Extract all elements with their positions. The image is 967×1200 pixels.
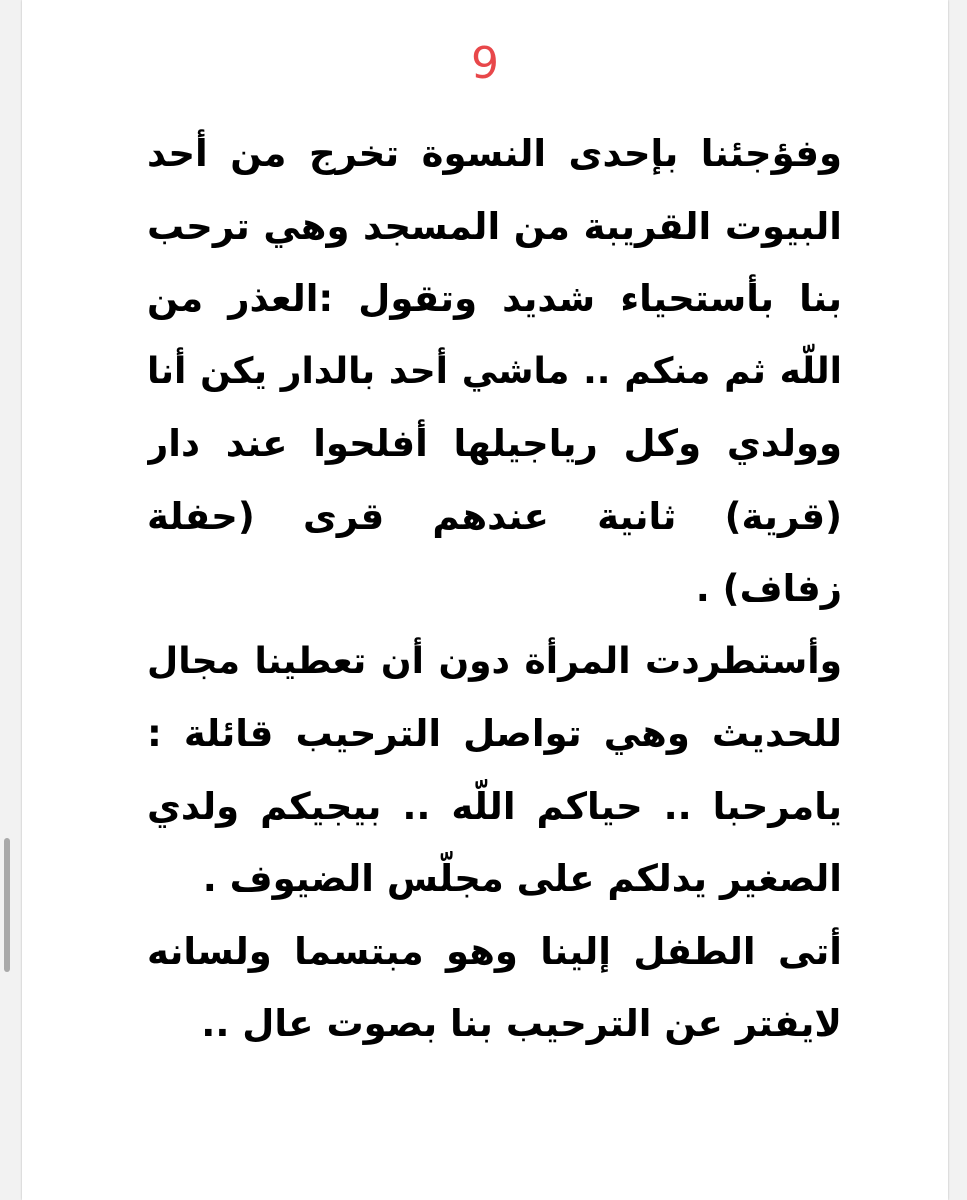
text-line: يامرحبا .. حياكم اللّه .. بيجيكم ولدي (147, 784, 842, 828)
text-line: أتى الطفل إلينا وهو مبتسما ولسانه (147, 929, 842, 973)
text-line: للحديث وهي تواصل الترحيب قائلة : (147, 712, 842, 755)
text-line: وولدي وكل رياجيلها أفلحوا عند دار (147, 422, 842, 465)
text-line: الصغير يدلكم على مجلّس الضيوف . (202, 857, 842, 900)
vertical-scrollbar[interactable] (4, 838, 10, 972)
text-line: وفؤجئنا بإحدى النسوة تخرج من أحد (147, 132, 842, 175)
page-number: 9 (471, 38, 499, 89)
text-line: البيوت القريبة من المسجد وهي ترحب (147, 204, 842, 248)
text-line: اللّه ثم منكم .. ماشي أحد بالدار يكن أنا (147, 350, 842, 392)
text-line: زفاف) . (695, 567, 842, 610)
page-body-text (147, 118, 842, 1061)
text-line: (قرية) ثانية عندهم قرى (حفلة (147, 494, 842, 538)
book-page (22, 0, 948, 1200)
text-line: وأستطردت المرأة دون أن تعطينا مجال (147, 640, 842, 682)
text-line: بنا بأستحياء شديد وتقول :العذر من (147, 277, 842, 320)
text-line: لايفتر عن الترحيب بنا بصوت عال .. (201, 1002, 842, 1045)
